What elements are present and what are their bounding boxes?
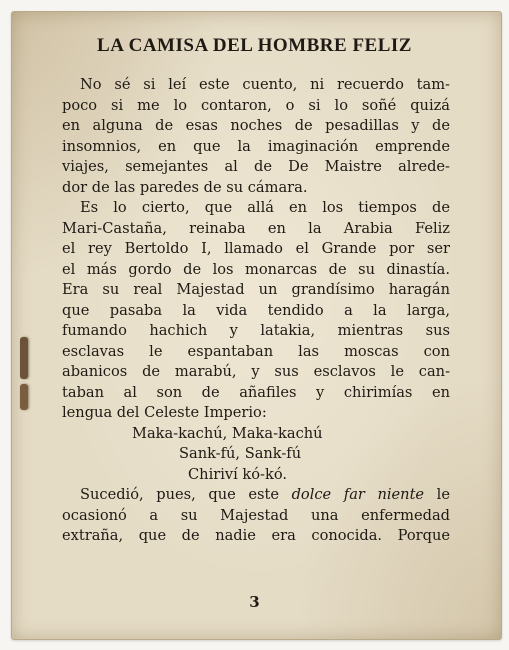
text-line: insomnios, en que la imaginación emprende	[62, 137, 450, 155]
text-line: Era su real Majestad un grandísimo haragán	[62, 281, 450, 298]
text-line: Mari-Castaña, reinaba en la Arabia Feliz	[62, 219, 450, 237]
verse-line: Maka-kachú, Maka-kachú	[132, 424, 323, 442]
text-line: que pasaba la vida tendido a la larga,	[62, 301, 450, 319]
text-line: Es lo cierto, que allá en los tiempos de	[80, 199, 450, 216]
page-title: LA CAMISA DEL HOMBRE FELIZ	[97, 35, 412, 56]
text-line: el más gordo de los monarcas de su dinastía.	[62, 260, 450, 278]
text-line: dor de las paredes de su cámara.	[62, 178, 308, 196]
text-line: abanicos de marabú, y sus esclavos le can-	[62, 363, 450, 380]
verse-line: Chiriví kó-kó.	[188, 465, 287, 483]
text-line: en alguna de esas noches de pesadillas y de	[62, 117, 450, 134]
binding-staple	[20, 337, 28, 379]
text-line: extraña, que de nadie era conocida. Porque	[62, 527, 450, 544]
story-text	[62, 75, 450, 547]
text-line: No sé si leí este cuento, ni recuerdo tam-	[80, 76, 450, 93]
text-line: fumando hachich y latakia, mientras sus	[62, 322, 450, 339]
text-line: lengua del Celeste Imperio:	[62, 404, 267, 421]
text-line: esclavas le espantaban las moscas con	[62, 342, 450, 360]
text-fragment: Sucedió, pues, que este	[80, 486, 292, 503]
italic-phrase: dolce far niente	[291, 486, 425, 503]
text-line: ocasionó a su Majestad una enfermedad	[62, 506, 450, 524]
text-fragment: le	[424, 486, 450, 503]
text-line: taban al son de añafiles y chirimías en	[62, 383, 450, 401]
page-number: 3	[249, 593, 260, 611]
binding-staple	[20, 384, 28, 410]
text-line: el rey Bertoldo I, llamado el Grande por ser	[62, 240, 450, 257]
verse-line: Sank-fú, Sank-fú	[179, 445, 302, 462]
text-line: viajes, semejantes al de De Maistre alrede-	[62, 158, 450, 175]
text-line	[62, 485, 450, 506]
text-line: poco si me lo contaron, o si lo soñé quizá	[62, 96, 450, 114]
